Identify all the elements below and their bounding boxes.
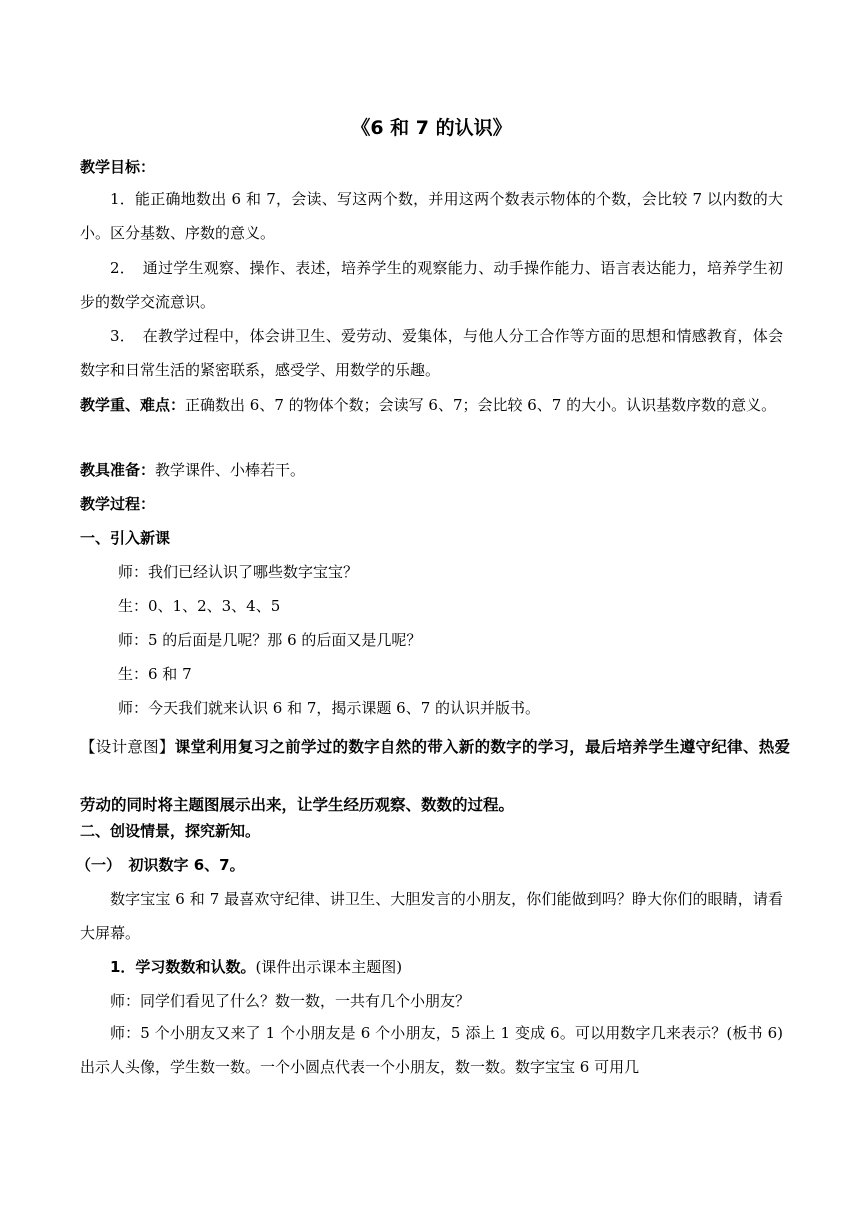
step1 [80,956,813,978]
dialogue-line: 师：今天我们就来认识 6 和 7，揭示课题 6、7 的认识并版书。 [118,699,541,717]
section1-heading: 一、引入新课 [80,529,171,547]
step1-note: (课件出示课本主题图) [255,958,403,976]
design-intent-label: 【设计意图】 [80,738,175,756]
materials-text: 教学课件、小棒若干。 [155,461,306,479]
subsection1-intro: 数字宝宝 6 和 7 最喜欢守纪律、讲卫生、大胆发言的小朋友，你们能做到吗？睁大你们的眼睛，请看大屏幕。 [80,890,783,942]
materials [80,459,783,481]
dialogue-line: 生：6 和 7 [118,665,192,683]
goal-item-1: 1．能正确地数出 6 和 7，会读、写这两个数，并用这两个数表示物体的个数，会比较 7 以内数的大小。区分基数、序数的意义。 [80,190,783,242]
dialogue-line: 生：0、1、2、3、4、5 [118,597,281,615]
document-title: 《6 和 7 的认识》 [351,117,512,139]
dialogue-line: 师：我们已经认识了哪些数字宝宝？ [118,563,359,581]
dialogue-line: 师：5 的后面是几呢？那 6 的后面又是几呢？ [118,631,422,649]
key-points-label: 教学重、难点： [80,396,186,414]
key-points [80,388,783,422]
process-heading: 教学过程： [80,495,156,513]
materials-label: 教具准备： [80,461,156,479]
dialogue-line: 师：同学们看见了什么？数一数，一共有几个小朋友？ [110,992,471,1010]
section2-heading: 二、创设情景，探究新知。 [80,822,261,840]
key-points-text: 正确数出 6、7 的物体个数；会读写 6、7；会比较 6、7 的大小。认识基数序数的意义。 [185,396,777,414]
goal-item-3: 3． 在教学过程中，体会讲卫生、爱劳动、爱集体，与他人分工合作等方面的思想和情感教育，体会数字和日常生活的紧密联系，感受学、用数学的乐趣。 [80,327,783,379]
dialogue-paragraph: 师：5 个小朋友又来了 1 个小朋友是 6 个小朋友，5 添上 1 变成 6。可以用数字几来表示？(板书 6)出示人头像，学生数一数。一个小圆点代表一个小朋友，数一数。数字宝宝 6 可用几 [80,1024,783,1076]
step1-label: 1．学习数数和认数。 [110,958,256,976]
goal-item-2: 2． 通过学生观察、操作、表述，培养学生的观察能力、动手操作能力、语言表达能力，培养学生初步的数学交流意识。 [80,259,783,311]
subsection1-heading: （一） 初识数字 6、7。 [76,856,245,874]
goals-heading: 教学目标： [80,158,156,176]
design-intent [80,718,790,834]
design-intent-text: 课堂利用复习之前学过的数字自然的带入新的数字的学习，最后培养学生遵守纪律、热爱劳动的同时将主题图展示出来，让学生经历观察、数数的过程。 [80,738,790,814]
